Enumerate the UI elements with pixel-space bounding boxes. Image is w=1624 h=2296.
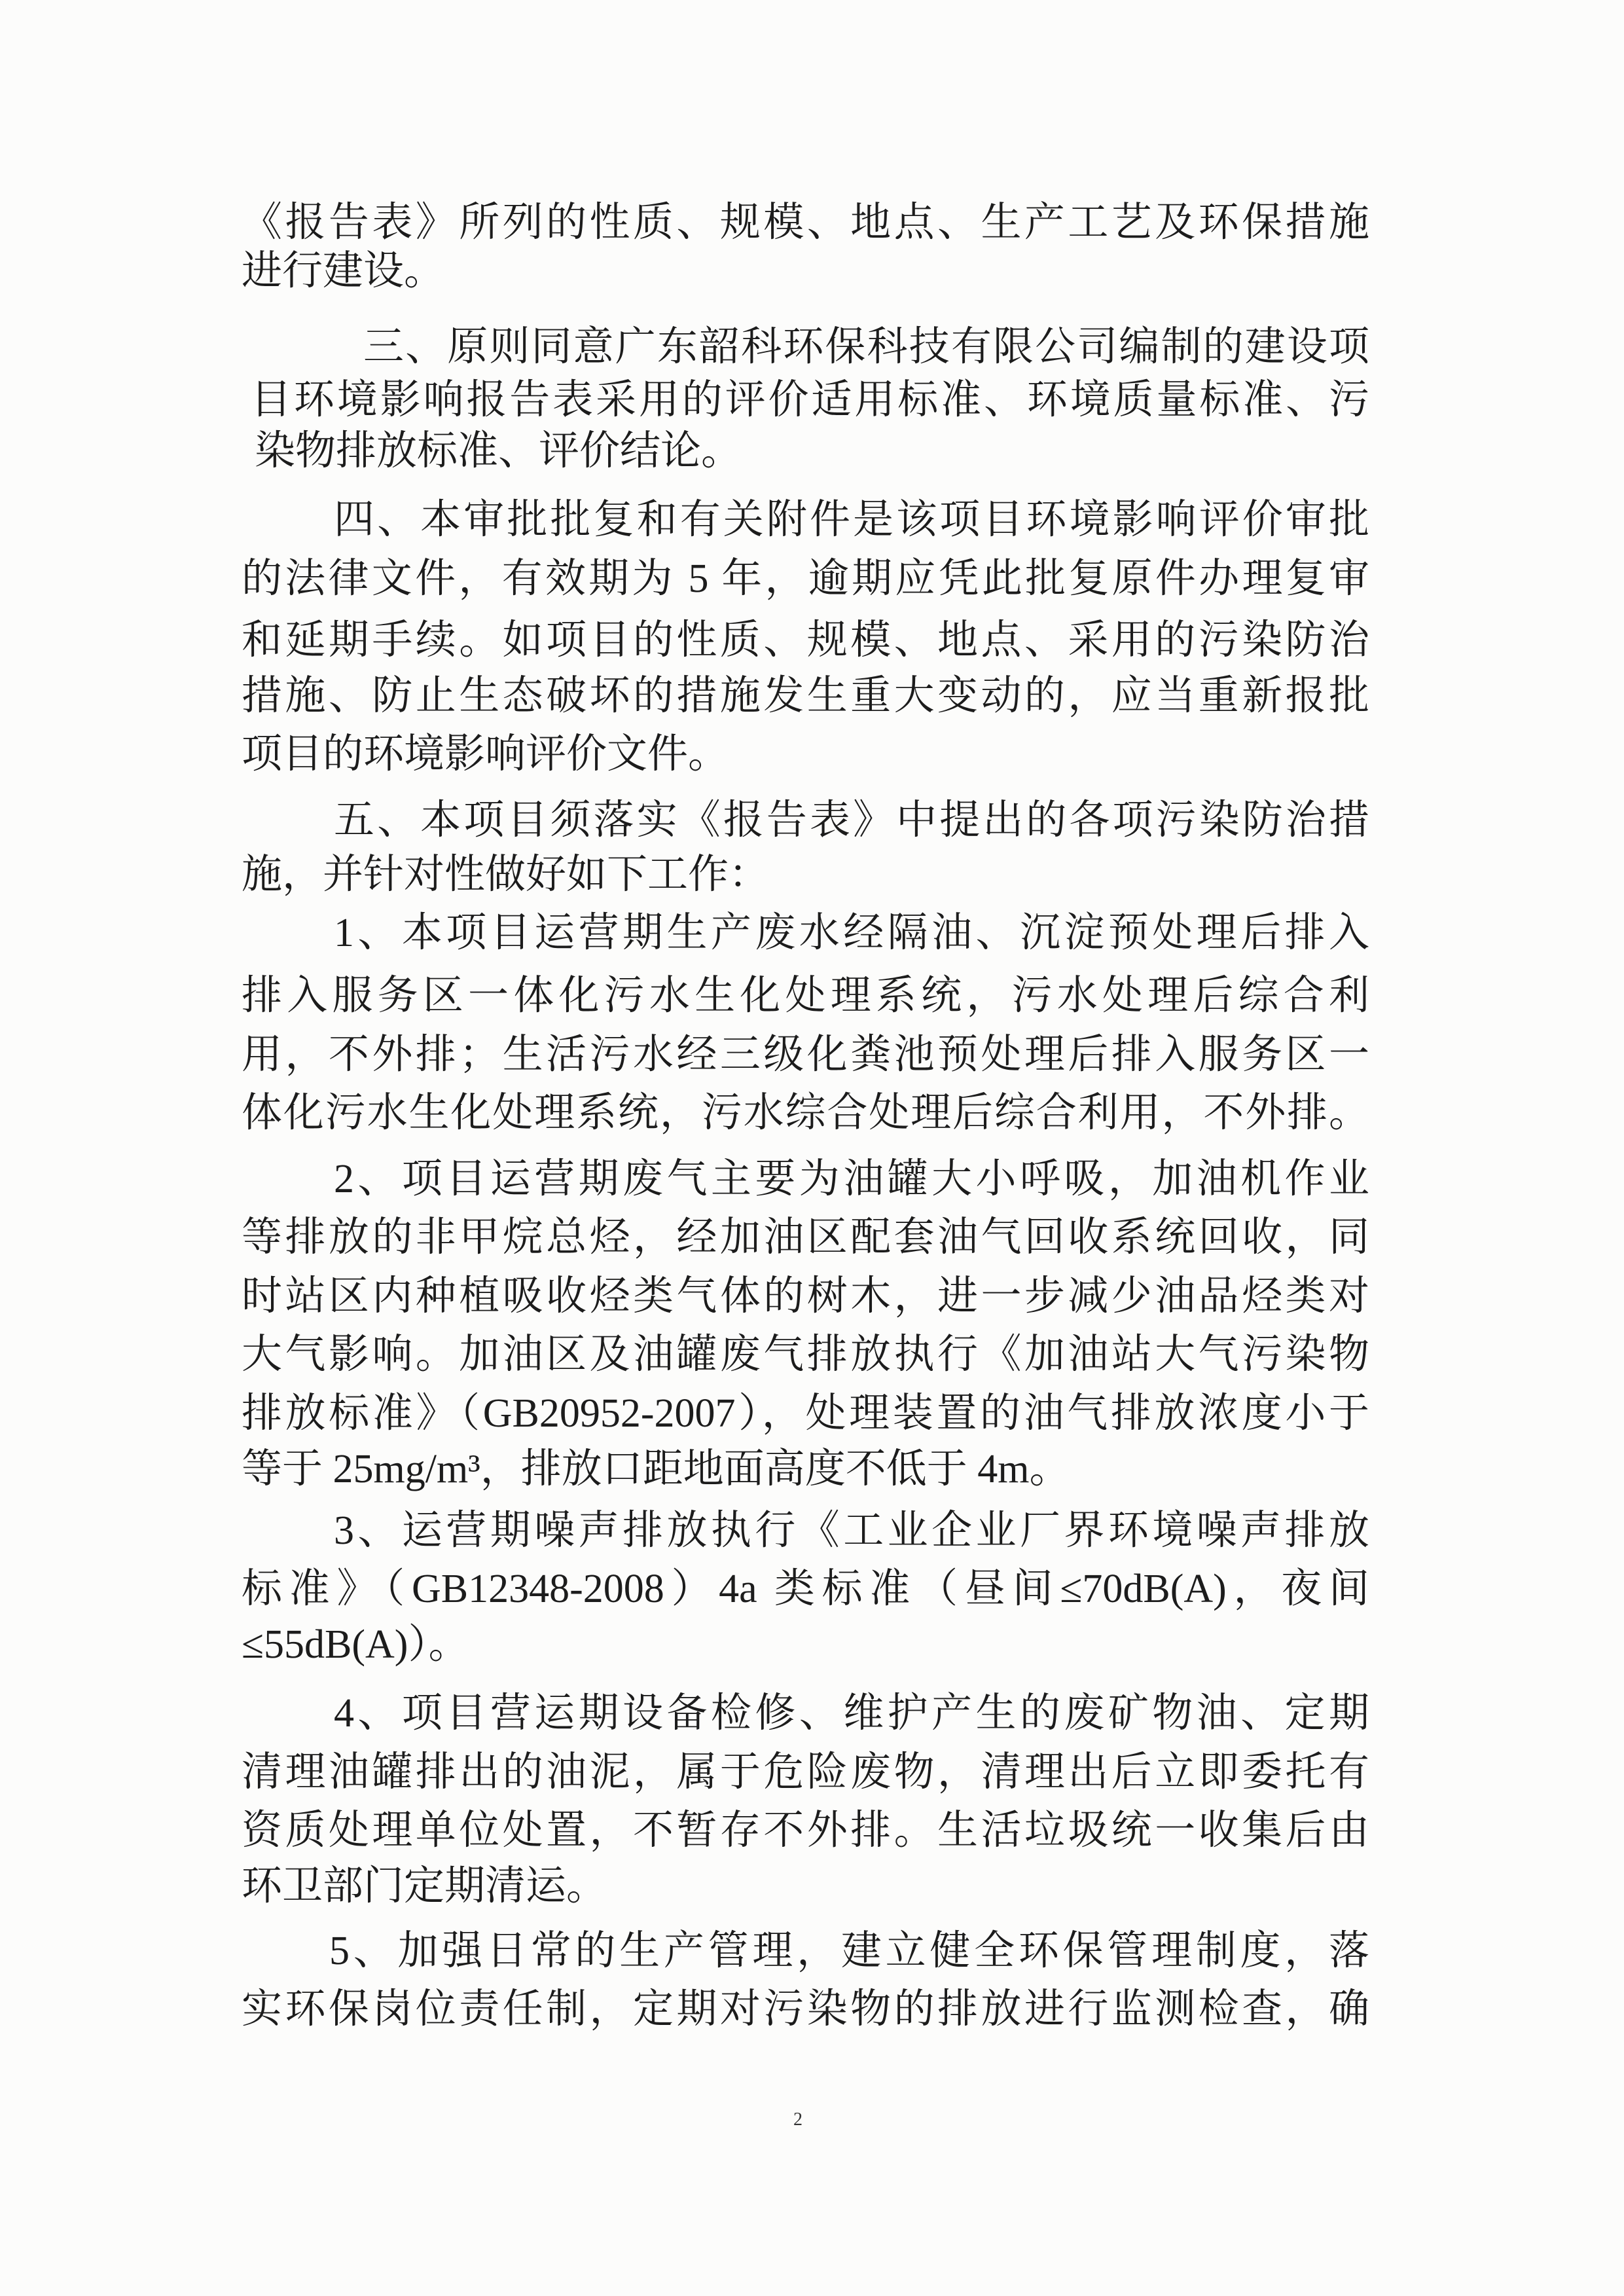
text-line: 进行建设。 (242, 249, 445, 293)
text-line: 用，不外排；生活污水经三级化粪池预处理后排入服务区一 (242, 1032, 1369, 1077)
text-line: 五、本项目须落实《报告表》中提出的各项污染防治措 (334, 798, 1369, 843)
text-line: 实环保岗位责任制，定期对污染物的排放进行监测检查，确 (242, 1987, 1369, 2032)
text-line: 标准》（GB12348-2008）4a 类标准（昼间≤70dB(A)，夜间 (242, 1567, 1369, 1611)
text-line: 排放标准》（GB20952-2007），处理装置的油气排放浓度小于 (242, 1391, 1369, 1436)
text-line: 目环境影响报告表采用的评价适用标准、环境质量标准、污 (251, 378, 1369, 422)
text-line: 和延期手续。如项目的性质、规模、地点、采用的污染防治 (242, 618, 1369, 663)
text-line: 4、项目营运期设备检修、维护产生的废矿物油、定期 (334, 1691, 1369, 1736)
text-line: 《报告表》所列的性质、规模、地点、生产工艺及环保措施 (242, 200, 1369, 245)
text-line: 三、原则同意广东韶科环保科技有限公司编制的建设项 (363, 325, 1369, 369)
text-line: 等排放的非甲烷总烃，经加油区配套油气回收系统回收，同 (242, 1215, 1369, 1260)
text-line: 体化污水生化处理系统，污水综合处理后综合利用，不外排。 (242, 1091, 1369, 1135)
text-line: 等于 25mg/m³，排放口距地面高度不低于 4m。 (242, 1447, 1070, 1491)
text-line: 清理油罐排出的油泥，属于危险废物，清理出后立即委托有 (242, 1750, 1369, 1795)
text-line: ≤55dB(A)）。 (242, 1622, 469, 1667)
text-line: 5、加强日常的生产管理，建立健全环保管理制度，落 (329, 1929, 1369, 1973)
text-line: 1、本项目运营期生产废水经隔油、沉淀预处理后排入 (334, 911, 1369, 955)
text-line: 资质处理单位处置，不暂存不外排。生活垃圾统一收集后由 (242, 1808, 1369, 1853)
page-number: 2 (793, 2109, 803, 2130)
text-line: 环卫部门定期清运。 (242, 1864, 607, 1908)
text-line: 措施、防止生态破坏的措施发生重大变动的，应当重新报批 (242, 674, 1369, 718)
text-line: 时站区内种植吸收烃类气体的树木，进一步减少油品烃类对 (242, 1274, 1369, 1319)
text-line: 3、运营期噪声排放执行《工业企业厂界环境噪声排放 (334, 1508, 1369, 1553)
text-line: 染物排放标准、评价结论。 (255, 429, 742, 473)
text-line: 排入服务区一体化污水生化处理系统，污水处理后综合利 (242, 974, 1369, 1018)
text-line: 2、项目运营期废气主要为油罐大小呼吸，加油机作业 (334, 1157, 1369, 1201)
text-line: 施，并针对性做好如下工作： (242, 852, 770, 897)
text-line: 四、本审批批复和有关附件是该项目环境影响评价审批 (334, 498, 1369, 542)
text-line: 大气影响。加油区及油罐废气排放执行《加油站大气污染物 (242, 1332, 1369, 1377)
text-line: 的法律文件，有效期为 5 年，逾期应凭此批复原件办理复审 (242, 556, 1369, 601)
text-line: 项目的环境影响评价文件。 (242, 732, 729, 776)
